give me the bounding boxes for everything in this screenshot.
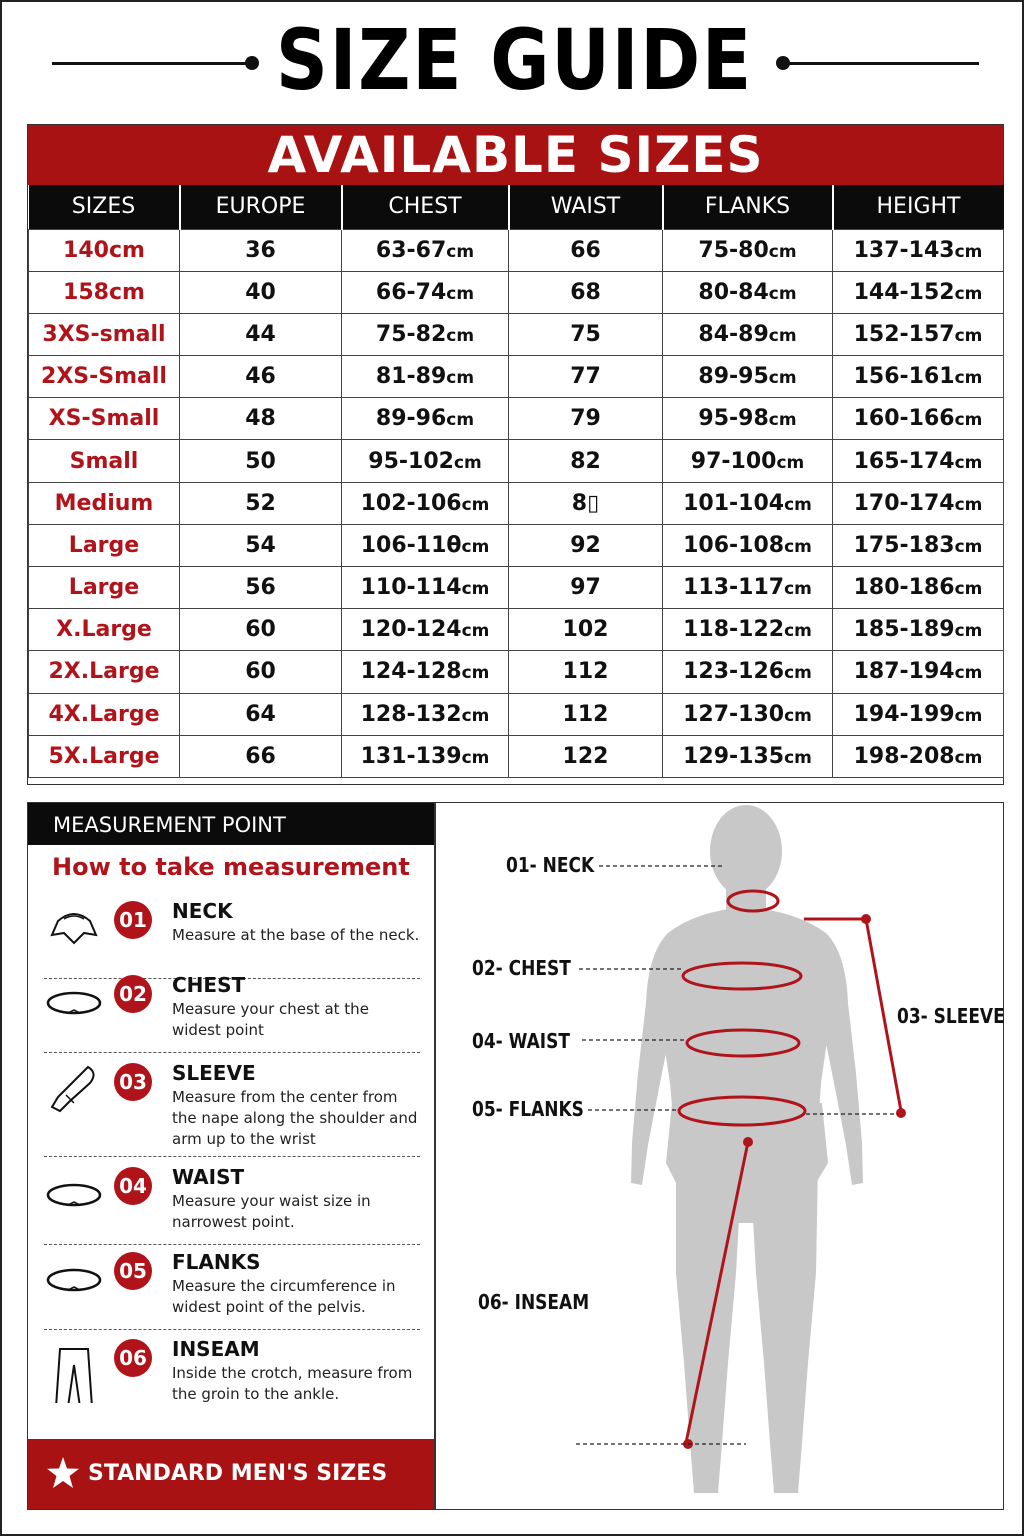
panel-footer [28, 1439, 434, 1509]
cell-flanks [663, 693, 833, 735]
cell-waist [509, 651, 663, 693]
cell-unit: cm [461, 579, 490, 600]
table-row [29, 651, 1004, 693]
cell-size [29, 313, 180, 355]
cell-value: 5X.Large [48, 743, 160, 769]
cell-height [833, 693, 1004, 735]
measurement-item [44, 973, 420, 1047]
cell-waist [509, 482, 663, 524]
footer-label: STANDARD MEN'S SIZES [88, 1461, 388, 1486]
cell-waist [509, 229, 663, 271]
cell-height [833, 735, 1004, 777]
step-name: SLEEVE [172, 1061, 256, 1085]
step-number: 04 [114, 1167, 152, 1205]
column-header: WAIST [509, 185, 663, 229]
cell-europe [180, 735, 342, 777]
cell-value: 122 [562, 743, 609, 769]
cell-value: 106-108 [683, 532, 785, 558]
step-description: Inside the crotch, measure from the groin to the ankle. [172, 1364, 413, 1403]
cell-flanks [663, 356, 833, 398]
cell-value: Large [68, 575, 140, 601]
cell-size [29, 482, 180, 524]
cell-value: 97-100 [690, 448, 777, 474]
cell-size [29, 356, 180, 398]
cell-value: 180-186 [853, 575, 955, 601]
cell-size [29, 609, 180, 651]
cell-flanks [663, 567, 833, 609]
table-row [29, 398, 1004, 440]
cell-waist [509, 271, 663, 313]
step-name: NECK [172, 899, 233, 923]
cell-unit: cm [768, 410, 797, 431]
table-row [29, 735, 1004, 777]
cell-waist [509, 313, 663, 355]
cell-value: 46 [245, 364, 276, 390]
cell-value: Medium [54, 490, 154, 516]
cell-size [29, 693, 180, 735]
cell-value: Small [69, 448, 139, 474]
cell-europe [180, 271, 342, 313]
table-row [29, 313, 1004, 355]
cell-size [29, 229, 180, 271]
cell-chest [342, 482, 509, 524]
cell-size [29, 440, 180, 482]
step-description: Measure at the base of the neck. [172, 926, 420, 944]
cell-value: 102-106 [360, 490, 462, 516]
cell-chest [342, 567, 509, 609]
cell-height [833, 271, 1004, 313]
cell-flanks [663, 271, 833, 313]
cell-unit: cm [784, 621, 812, 642]
cell-size [29, 651, 180, 693]
cell-flanks [663, 524, 833, 566]
table-row [29, 356, 1004, 398]
cell-unit: cm [784, 579, 812, 600]
cell-value: 84-89 [698, 321, 769, 347]
measurement-subtitle: How to take measurement [52, 853, 410, 881]
cell-unit: cm [954, 494, 983, 515]
cell-unit: cm [768, 241, 797, 262]
cell-europe [180, 524, 342, 566]
step-name: FLANKS [172, 1250, 261, 1274]
step-description: Measure your waist size in narrowest point. [172, 1192, 371, 1231]
cell-europe [180, 693, 342, 735]
cell-value: 66-74 [375, 279, 447, 305]
cell-europe [180, 229, 342, 271]
cell-value: 158cm [63, 279, 145, 305]
measurement-item [44, 1165, 420, 1239]
cell-unit: cm [461, 536, 490, 557]
cell-chest [342, 440, 509, 482]
cell-unit: cm [446, 325, 475, 346]
column-header: CHEST [342, 185, 509, 229]
trousers-icon [44, 1341, 104, 1391]
cell-value: 123-126 [683, 659, 785, 685]
cell-unit: cm [461, 621, 490, 642]
cell-height [833, 482, 1004, 524]
cell-value: 112 [562, 701, 609, 727]
cell-value: 160-166 [853, 406, 955, 432]
cell-value: 60 [245, 659, 276, 685]
cell-value: 89-96 [375, 406, 447, 432]
cell-unit: cm [461, 663, 490, 684]
cell-unit: cm [776, 452, 805, 473]
collar-icon [44, 903, 104, 953]
measurement-panel [27, 802, 435, 1510]
cell-waist [509, 567, 663, 609]
measurement-item [44, 899, 420, 973]
step-number: 01 [114, 901, 152, 939]
title-rule-right [782, 62, 979, 65]
cell-value: 129-135 [683, 743, 785, 769]
cell-europe [180, 609, 342, 651]
cell-chest [342, 524, 509, 566]
cell-value: 81-89 [375, 364, 447, 390]
step-number: 06 [114, 1339, 152, 1377]
cell-chest [342, 271, 509, 313]
step-number: 05 [114, 1252, 152, 1290]
cell-flanks [663, 735, 833, 777]
cell-value: 165-174 [853, 448, 955, 474]
cell-value: 50 [245, 448, 276, 474]
cell-waist [509, 693, 663, 735]
size-table [27, 124, 1004, 785]
cell-unit: cm [446, 368, 475, 389]
cell-value: 82 [570, 448, 601, 474]
table-row [29, 482, 1004, 524]
cell-waist [509, 398, 663, 440]
label-flanks: 05- FLANKS [472, 1097, 584, 1121]
table-header-row [29, 185, 1004, 229]
cell-value: 63-67 [375, 237, 447, 263]
cell-unit: cm [784, 536, 812, 557]
cell-value: 54 [245, 532, 276, 558]
cell-value: 40 [245, 279, 276, 305]
cell-unit: cm [954, 747, 983, 768]
cell-value: 185-189 [853, 617, 955, 643]
cell-value: 112 [562, 659, 609, 685]
cell-unit: cm [461, 705, 490, 726]
cell-value: 64 [245, 701, 276, 727]
dashed-divider [44, 1329, 420, 1330]
cell-value: 56 [245, 575, 276, 601]
cell-unit: cm [453, 452, 482, 473]
table-row [29, 229, 1004, 271]
dashed-divider [44, 1052, 420, 1053]
cell-value: 170-174 [853, 490, 955, 516]
tape-loop-icon [44, 1169, 104, 1219]
cell-unit: cm [446, 283, 475, 304]
cell-flanks [663, 398, 833, 440]
cell-value: 75 [570, 321, 601, 347]
label-waist: 04- WAIST [472, 1029, 570, 1053]
cell-value: 48 [245, 406, 276, 432]
cell-height [833, 229, 1004, 271]
cell-value: 118-122 [683, 617, 785, 643]
cell-value: 2X.Large [48, 659, 160, 685]
cell-waist [509, 356, 663, 398]
step-name: WAIST [172, 1165, 245, 1189]
cell-unit: cm [954, 579, 983, 600]
label-sleeve: 03- SLEEVE [897, 1004, 1005, 1028]
tape-loop-icon [44, 977, 104, 1027]
cell-value: 198-208 [853, 743, 955, 769]
step-number: 02 [114, 975, 152, 1013]
page-title: SIZE GUIDE [275, 11, 753, 109]
measurement-item [44, 1337, 420, 1411]
cell-unit: cm [768, 283, 797, 304]
cell-value: 8▯ [571, 490, 600, 516]
label-neck: 01- NECK [506, 853, 595, 877]
dashed-divider [44, 1156, 420, 1157]
cell-europe [180, 482, 342, 524]
column-header: EUROPE [180, 185, 342, 229]
cell-size [29, 398, 180, 440]
cell-value: 36 [245, 237, 276, 263]
cell-height [833, 651, 1004, 693]
table-row [29, 609, 1004, 651]
table-banner: AVAILABLE SIZES [28, 125, 1003, 185]
cell-size [29, 524, 180, 566]
cell-value: 95-98 [698, 406, 769, 432]
cell-value: 110-114 [360, 575, 462, 601]
cell-size [29, 567, 180, 609]
cell-unit: cm [768, 368, 797, 389]
cell-unit: cm [446, 410, 475, 431]
cell-flanks [663, 651, 833, 693]
cell-waist [509, 609, 663, 651]
column-header: SIZES [29, 185, 180, 229]
cell-value: 124-128 [360, 659, 462, 685]
cell-value: 89-95 [698, 364, 769, 390]
cell-unit: cm [954, 705, 983, 726]
cell-height [833, 524, 1004, 566]
cell-value: 77 [570, 364, 601, 390]
cell-value: 137-143 [853, 237, 955, 263]
cell-value: XS-Small [48, 406, 160, 432]
tape-loop-icon [44, 1254, 104, 1304]
cell-height [833, 356, 1004, 398]
cell-unit: cm [954, 621, 983, 642]
step-name: INSEAM [172, 1337, 260, 1361]
cell-flanks [663, 440, 833, 482]
cell-unit: cm [954, 241, 983, 262]
cell-value: Large [68, 532, 140, 558]
cell-europe [180, 398, 342, 440]
cell-unit: cm [954, 368, 983, 389]
cell-size [29, 735, 180, 777]
cell-unit: cm [784, 494, 812, 515]
cell-unit: cm [954, 325, 983, 346]
cell-height [833, 313, 1004, 355]
cell-value: 187-194 [853, 659, 955, 685]
step-name: CHEST [172, 973, 246, 997]
cell-value: 79 [570, 406, 601, 432]
step-description: Measure your chest at the widest point [172, 1000, 369, 1039]
cell-chest [342, 229, 509, 271]
label-chest: 02- CHEST [472, 956, 571, 980]
step-description: Measure from the center from the nape along the shoulder and arm up to the wrist [172, 1088, 418, 1148]
cell-value: 97 [570, 575, 601, 601]
cell-unit: cm [954, 283, 983, 304]
cell-unit: cm [784, 663, 812, 684]
cell-unit: cm [784, 705, 812, 726]
measurement-item [44, 1061, 420, 1151]
cell-flanks [663, 609, 833, 651]
cell-value: 127-130 [683, 701, 785, 727]
cell-unit: cm [446, 241, 475, 262]
cell-unit: cm [768, 325, 797, 346]
table-row [29, 271, 1004, 313]
cell-value: 66 [570, 237, 601, 263]
cell-value: 92 [570, 532, 601, 558]
column-header: HEIGHT [833, 185, 1004, 229]
cell-chest [342, 398, 509, 440]
cell-europe [180, 356, 342, 398]
cell-flanks [663, 313, 833, 355]
star-icon [46, 1456, 80, 1490]
cell-value: 95-102 [368, 448, 454, 474]
table-body [29, 229, 1004, 777]
cell-value: 75-80 [698, 237, 769, 263]
cell-value: 140cm [63, 237, 145, 263]
cell-value: 66 [245, 743, 276, 769]
cell-value: 102 [562, 617, 609, 643]
cell-waist [509, 524, 663, 566]
cell-europe [180, 440, 342, 482]
cell-flanks [663, 229, 833, 271]
dashed-divider [44, 1244, 420, 1245]
cell-unit: cm [461, 494, 490, 515]
cell-height [833, 609, 1004, 651]
cell-europe [180, 313, 342, 355]
cell-waist [509, 735, 663, 777]
cell-height [833, 398, 1004, 440]
size-chart [28, 185, 1004, 778]
measurement-item [44, 1250, 420, 1324]
arm-icon [44, 1065, 104, 1115]
cell-unit: cm [461, 747, 490, 768]
table-row [29, 693, 1004, 735]
cell-chest [342, 609, 509, 651]
cell-value: 175-183 [853, 532, 955, 558]
cell-chest [342, 651, 509, 693]
cell-value: 80-84 [698, 279, 769, 305]
step-number: 03 [114, 1063, 152, 1101]
cell-height [833, 567, 1004, 609]
table-row [29, 524, 1004, 566]
cell-europe [180, 567, 342, 609]
cell-value: 128-132 [360, 701, 462, 727]
label-inseam: 06- INSEAM [478, 1290, 590, 1314]
title-block [2, 10, 1024, 110]
cell-value: 52 [245, 490, 276, 516]
cell-europe [180, 651, 342, 693]
cell-unit: cm [954, 452, 983, 473]
cell-value: 3XS-small [42, 321, 166, 347]
cell-chest [342, 313, 509, 355]
cell-waist [509, 440, 663, 482]
cell-value: 68 [570, 279, 601, 305]
cell-value: X.Large [56, 617, 152, 643]
cell-value: 194-199 [853, 701, 955, 727]
cell-value: 113-117 [683, 575, 785, 601]
cell-height [833, 440, 1004, 482]
cell-value: 101-104 [683, 490, 785, 516]
cell-value: 131-139 [360, 743, 462, 769]
cell-value: 44 [245, 321, 276, 347]
cell-unit: cm [954, 536, 983, 557]
column-header: FLANKS [663, 185, 833, 229]
table-row [29, 440, 1004, 482]
cell-chest [342, 735, 509, 777]
body-silhouette [436, 803, 1005, 1511]
cell-value: 60 [245, 617, 276, 643]
cell-value: 144-152 [853, 279, 955, 305]
cell-chest [342, 356, 509, 398]
cell-unit: cm [954, 410, 983, 431]
cell-unit: cm [784, 747, 812, 768]
cell-value: 120-124 [360, 617, 462, 643]
cell-value: 4X.Large [48, 701, 160, 727]
measurement-header: MEASUREMENT POINT [28, 803, 434, 845]
step-description: Measure the circumference in widest point of the pelvis. [172, 1277, 396, 1316]
cell-chest [342, 693, 509, 735]
table-row [29, 567, 1004, 609]
cell-value: 106-11θ [360, 532, 462, 558]
cell-unit: cm [954, 663, 983, 684]
cell-value: 2XS-Small [41, 364, 167, 390]
cell-value: 152-157 [853, 321, 955, 347]
cell-size [29, 271, 180, 313]
cell-flanks [663, 482, 833, 524]
body-figure-panel [435, 802, 1004, 1510]
cell-value: 75-82 [375, 321, 447, 347]
cell-value: 156-161 [853, 364, 955, 390]
